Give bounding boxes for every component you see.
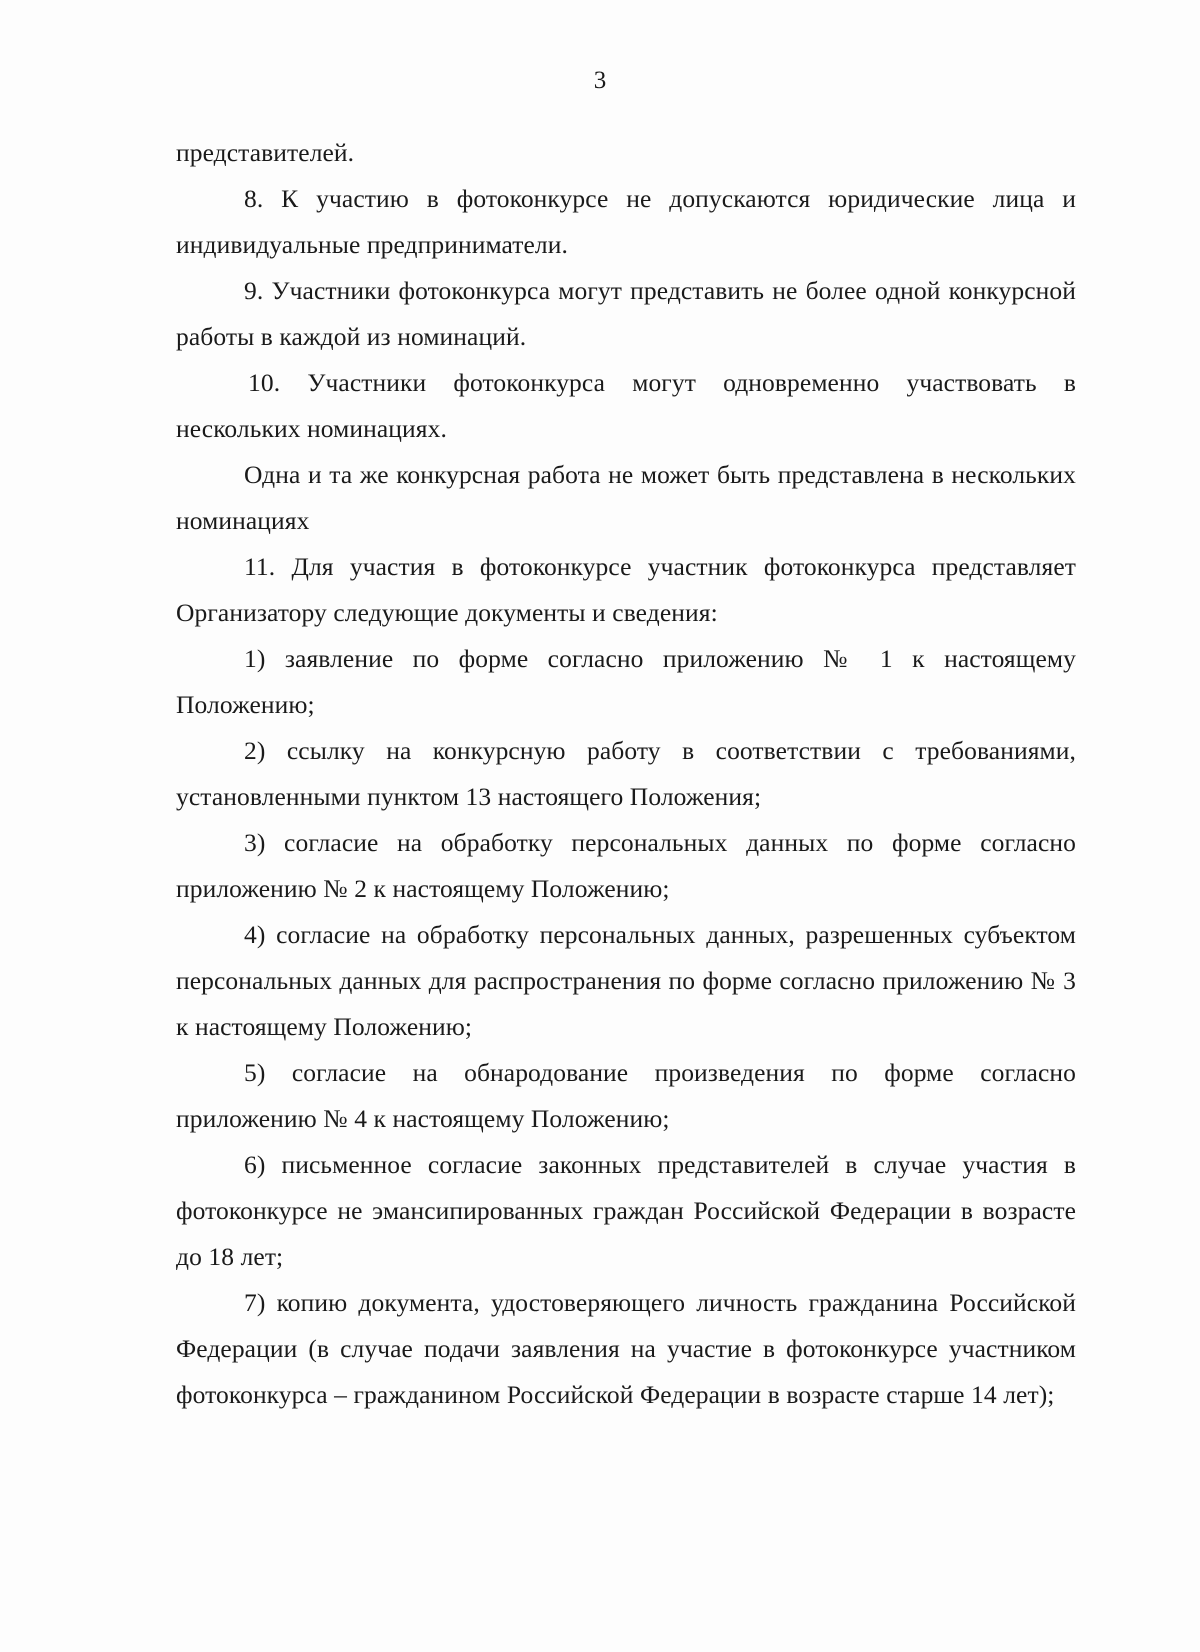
list-item-2: 2) ссылку на конкурсную работу в соответствии с требованиями, установленными пунктом 13 настоящего Положения; <box>176 736 1076 811</box>
page-number: 3 <box>593 67 607 94</box>
paragraph-continuation: представителей. <box>176 138 355 167</box>
document-body <box>176 130 1076 1418</box>
list-item-5: 5) согласие на обнародование произведения по форме согласно приложению № 4 к настоящему Положению; <box>176 1058 1076 1133</box>
list-item-6: 6) письменное согласие законных представителей в случае участия в фотоконкурсе не эмансипированных граждан Российской Федерации в возрасте до 18 лет; <box>176 1150 1076 1271</box>
list-item-3: 3) согласие на обработку персональных данных по форме согласно приложению № 2 к настоящему Положению; <box>176 828 1076 903</box>
paragraph-item-10-note: Одна и та же конкурсная работа не может быть представлена в нескольких номинациях <box>176 460 1076 535</box>
paragraph-item-9: 9. Участники фотоконкурса могут представить не более одной конкурсной работы в каждой из номинаций. <box>176 276 1076 351</box>
paragraph-item-8: 8. К участию в фотоконкурсе не допускаются юридические лица и индивидуальные предприниматели. <box>176 184 1076 259</box>
list-item-1: 1) заявление по форме согласно приложению № 1 к настоящему Положению; <box>176 644 1076 719</box>
paragraph-item-11: 11. Для участия в фотоконкурсе участник фотоконкурса представляет Организатору следующие документы и сведения: <box>176 552 1076 627</box>
list-item-7: 7) копию документа, удостоверяющего личность гражданина Российской Федерации (в случае подачи заявления на участие в фотоконкурсе участником фотоконкурса – гражданином Российской Федерации в возрасте старше 14 лет); <box>176 1288 1076 1409</box>
paragraph-item-10: 10. Участники фотоконкурса могут одновременно участвовать в нескольких номинациях. <box>176 368 1076 443</box>
list-item-4: 4) согласие на обработку персональных данных, разрешенных субъектом персональных данных для распространения по форме согласно приложению № 3 к настоящему Положению; <box>176 920 1076 1041</box>
